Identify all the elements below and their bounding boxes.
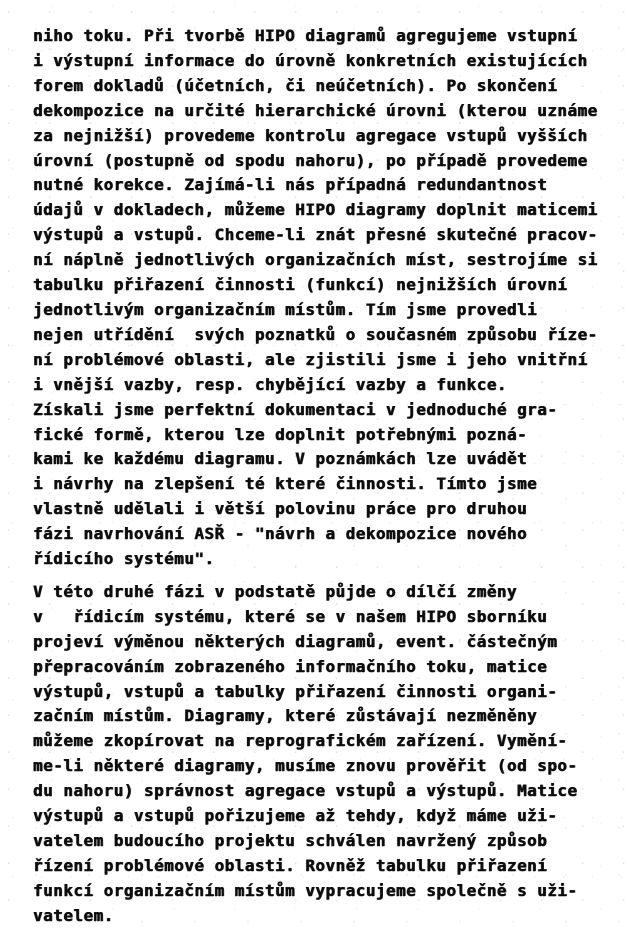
text-line: údajů v dokladech, můžeme HIPO diagramy doplnit maticemi [33,200,598,220]
text-line: můžeme zkopírovat na reprografickém zařízení. Vymění- [33,731,568,751]
text-line: i návrhy na zlepšení té které činnosti. Tímto jsme [33,474,538,494]
text-line: dekompozice na určité hierarchické úrovni (kterou uznáme [33,100,598,120]
text-line: jednotlivým organizačním místům. Tím jsme provedli [33,299,538,319]
text-line: výstupů, vstupů a tabulky přiřazení činnosti organi- [33,681,558,701]
text-line: du nahoru) správnost agregace vstupů a výstupů. Matice [33,781,578,801]
text-line: začním místům. Diagramy, které zůstávají nezměněny [33,706,538,726]
text-line: forem dokladů (účetních, či neúčetních). Po skončení [33,75,558,95]
text-line: kami ke každému diagramu. V poznámkách lze uvádět [33,449,528,469]
text-line: výstupů a vstupů. Chceme-li znát přesné skutečné pracov- [33,225,598,245]
text-line: nutné korekce. Zajímá-li nás případná redundantnost [33,175,548,195]
paragraph-2 [33,580,608,929]
text-line: ní náplně jednotlivých organizačních míst, sestrojíme si [33,250,598,270]
text-line: i výstupní informace do úrovně konkretních existujících [33,50,588,70]
text-line: nejen utřídění svých poznatků o současném způsobu říze- [33,324,598,344]
text-line: fázi navrhování ASŘ - "návrh a dekompozice nového [33,524,528,544]
text-line: úrovní (postupně od spodu nahoru), po případě provedeme [33,150,588,170]
text-line: za nejnižší) provedeme kontrolu agregace vstupů vyšších [33,125,588,145]
paragraph-1 [33,24,608,572]
text-line: tabulku přiřazení činnosti (funkcí) nejnižších úrovní [33,275,568,295]
text-line: řízení problémové oblasti. Rovněž tabulku přiřazení [33,855,548,875]
text-line: vatelem. [33,905,114,925]
text-line: V této druhé fázi v podstatě půjde o dílčí změny [33,581,517,601]
text-line: funkcí organizačním místům vypracujeme společně s uži- [33,880,578,900]
text-line: i vnější vazby, resp. chybějící vazby a funkce. [33,374,507,394]
text-line: řídicího systému". [33,549,215,569]
text-line: niho toku. Při tvorbě HIPO diagramů agregujeme vstupní [33,26,578,45]
text-line: výstupů a vstupů pořizujeme až tehdy, když máme uži- [33,806,558,826]
text-line: me-li některé diagramy, musíme znovu prověřit (od spo- [33,756,578,776]
text-line: ní problémové oblasti, ale zjistili jsme i jeho vnitřní [33,349,588,369]
text-line: vatelem budoucího projektu schválen navržený způsob [33,831,548,850]
text-line: v řídicím systému, které se v našem HIPO sborníku [33,606,548,626]
text-line: fické formě, kterou lze doplnit potřebnými pozná- [33,424,528,444]
text-line: vlastně udělali i větší polovinu práce pro druhou [33,499,528,519]
text-line: přepracováním zobrazeného informačního toku, matice [33,656,548,676]
text-line: projeví výměnou některých diagramů, event. částečným [33,631,558,651]
text-line: Získali jsme perfektní dokumentaci v jednoduché gra- [33,399,558,419]
